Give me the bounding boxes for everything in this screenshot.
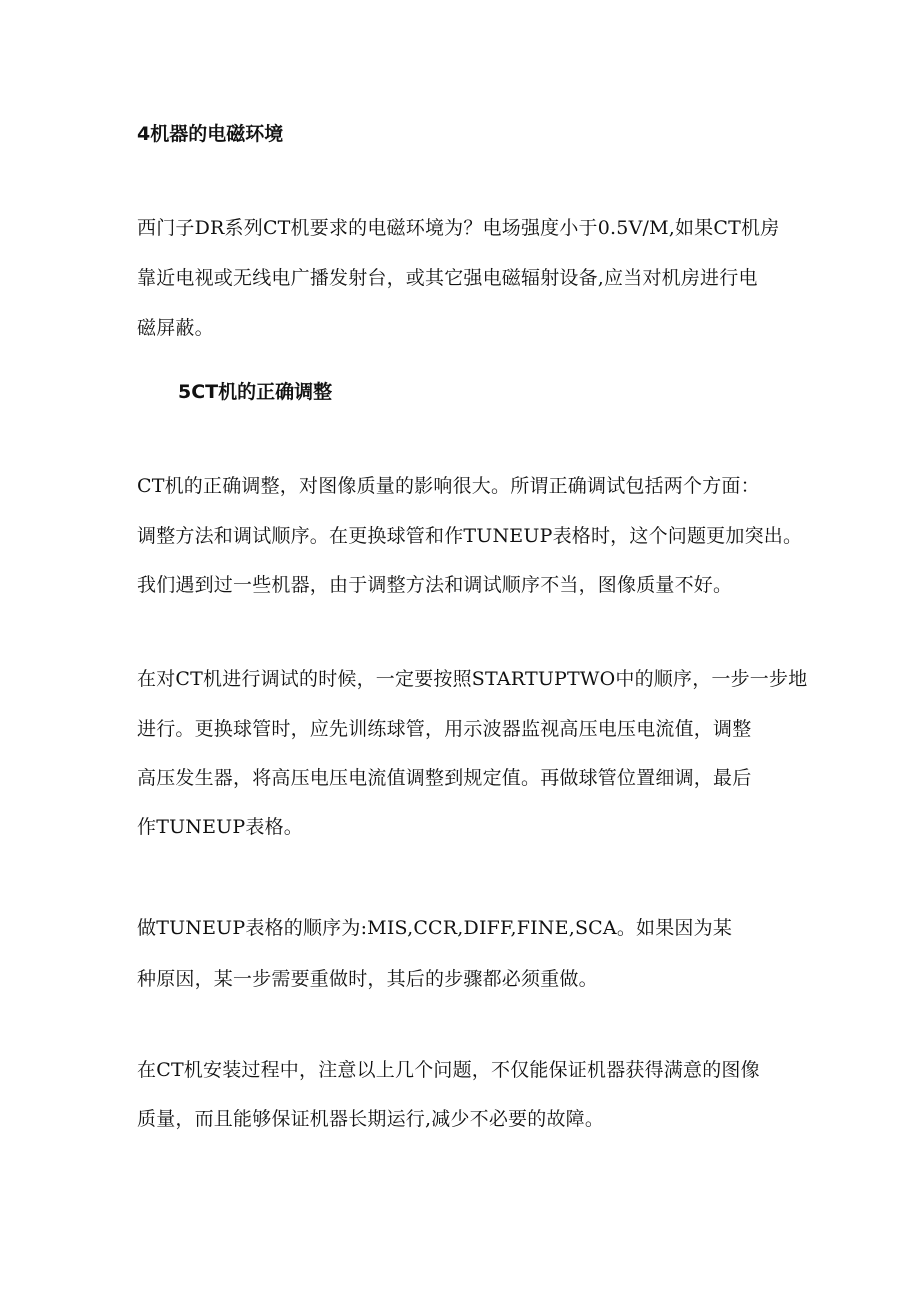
section-4-line-1: 西门子DR系列CT机要求的电磁环境为？电场强度小于0.5V/M,如果CT机房: [137, 217, 780, 239]
paragraph-2-line-1: 在对CT机进行调试的时候，一定要按照STARTUPTWO中的顺序，一步一步地: [137, 668, 808, 690]
paragraph-2-line-3: 高压发生器，将高压电压电流值调整到规定值。再做球管位置细调，最后: [137, 767, 752, 789]
paragraph-4-line-2: 质量，而且能够保证机器长期运行,减少不必要的故障。: [137, 1108, 605, 1130]
paragraph-3-line-1: 做TUNEUP表格的顺序为:MIS,CCR,DIFF,FINE,SCA。如果因为某: [137, 917, 733, 939]
paragraph-3-line-2: 种原因，某一步需要重做时，其后的步骤都必须重做。: [137, 968, 598, 990]
section-5-heading: 5CT机的正确调整: [178, 381, 333, 403]
paragraph-2-line-2: 进行。更换球管时，应先训练球管，用示波器监视高压电压电流值，调整: [137, 718, 752, 740]
paragraph-1-line-1: CT机的正确调整，对图像质量的影响很大。所谓正确调试包括两个方面：: [137, 475, 760, 497]
paragraph-1-line-3: 我们遇到过一些机器，由于调整方法和调试顺序不当，图像质量不好。: [137, 574, 733, 596]
paragraph-4-line-1: 在CT机安装过程中，注意以上几个问题，不仅能保证机器获得满意的图像: [137, 1059, 760, 1081]
section-4-line-3: 磁屏蔽。: [137, 317, 214, 339]
section-4-line-2: 靠近电视或无线电广播发射台，或其它强电磁辐射设备,应当对机房进行电: [137, 267, 758, 289]
section-4-heading: 4机器的电磁环境: [137, 123, 284, 145]
paragraph-2-line-4: 作TUNEUP表格。: [137, 816, 303, 838]
paragraph-1-line-2: 调整方法和调试顺序。在更换球管和作TUNEUP表格时，这个问题更加突出。: [137, 525, 803, 547]
